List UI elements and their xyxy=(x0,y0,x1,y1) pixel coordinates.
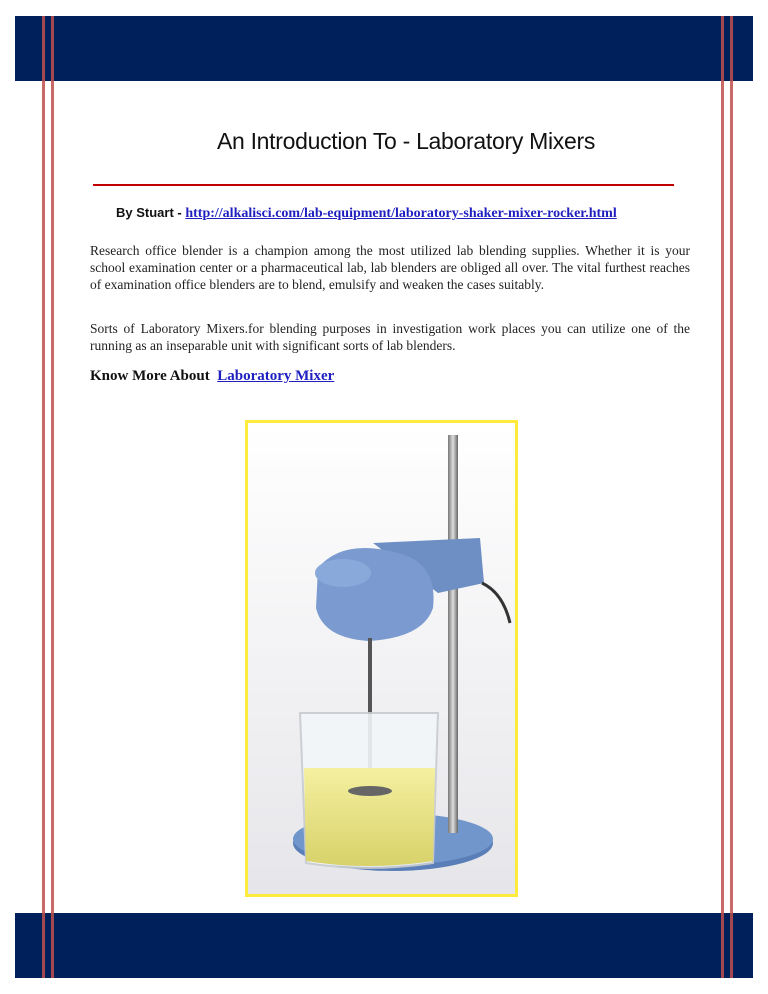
lab-mixer-image xyxy=(248,423,515,894)
mixer-photo xyxy=(245,420,518,897)
left-border-line xyxy=(42,16,45,978)
know-more xyxy=(90,368,334,385)
header-band xyxy=(15,16,753,81)
footer-band xyxy=(15,913,753,978)
right-border-line xyxy=(730,16,733,978)
page-title: An Introduction To - Laboratory Mixers xyxy=(216,128,596,154)
left-border-line xyxy=(51,16,54,978)
paragraph: Sorts of Laboratory Mixers.for blending purposes in investigation work places you can utilize one of the running as an inseparable unit with significant sorts of lab blenders. xyxy=(90,321,690,353)
byline xyxy=(116,205,617,222)
title-divider xyxy=(93,184,674,186)
byline-link[interactable]: http://alkalisci.com/lab-equipment/laboratory-shaker-mixer-rocker.html xyxy=(185,206,617,221)
paragraph: Research office blender is a champion among the most utilized lab blending supplies. Whether it is your school examination center or a pharmaceutical lab, lab blenders are obliged all over. The vital furthest reaches of examination office blenders are to blend, emulsify and weaken the cases suitably. xyxy=(90,243,690,292)
byline-author: By Stuart - xyxy=(116,205,186,220)
right-border-line xyxy=(721,16,724,978)
know-more-label: Know More About xyxy=(90,368,210,384)
laboratory-mixer-link[interactable]: Laboratory Mixer xyxy=(217,368,335,384)
